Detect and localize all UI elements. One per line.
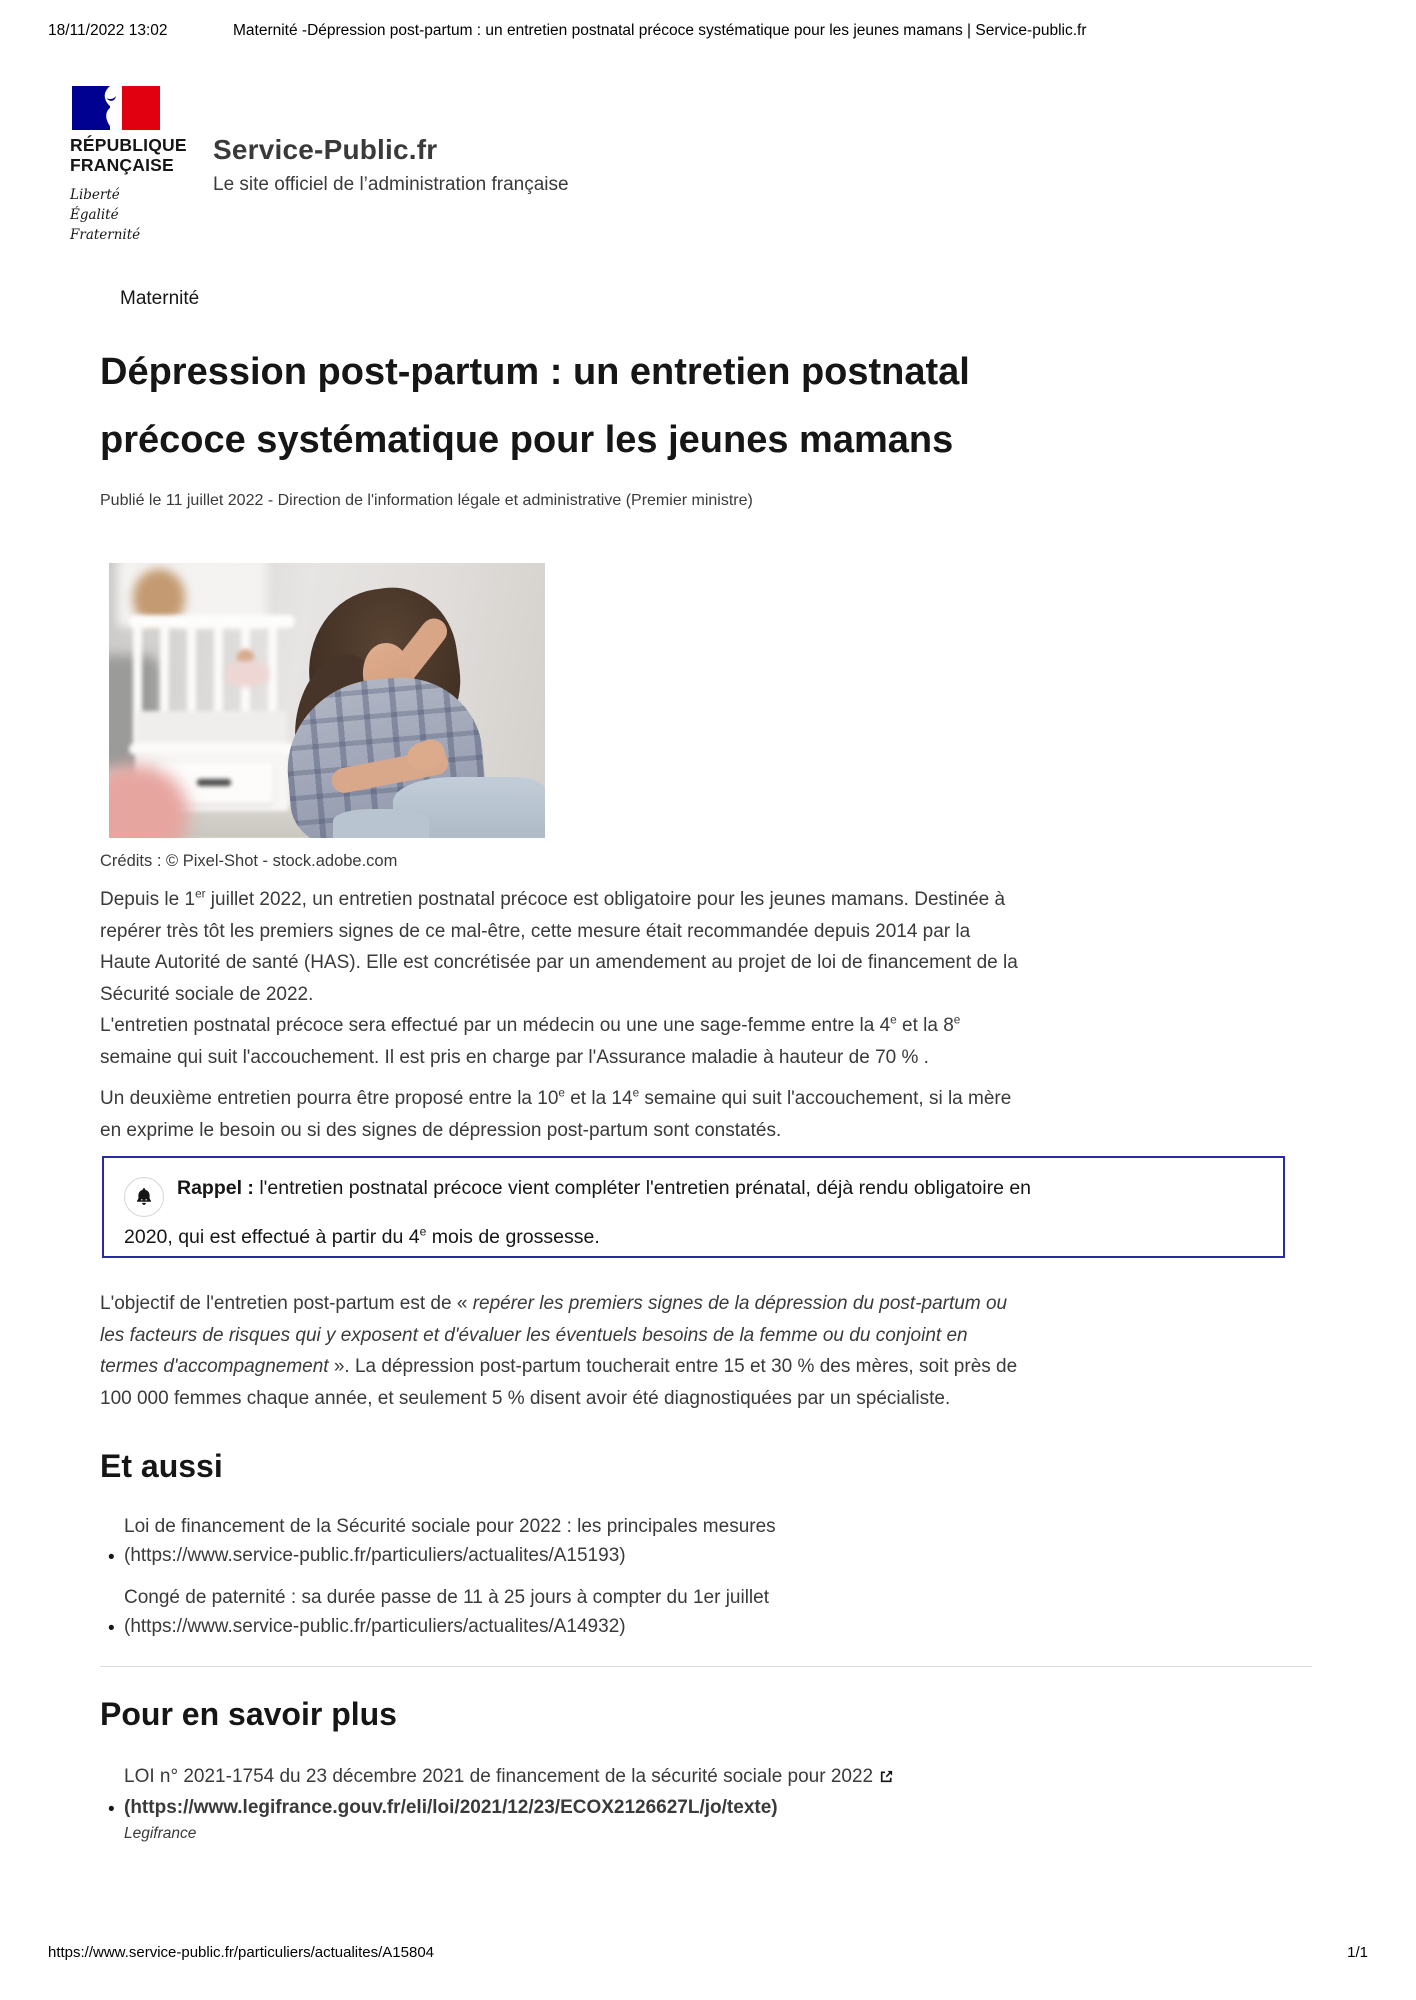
article-photo <box>109 563 545 838</box>
bullet-marker: • <box>108 1547 115 1568</box>
francaise-line: FRANÇAISE <box>70 155 174 175</box>
bell-icon <box>124 1177 164 1217</box>
external-link-title[interactable] <box>124 1762 1206 1793</box>
article-paragraph-2: L'entretien postnatal précoce sera effectué par un médecin ou une une sage-femme entre la 4e et la 8e semaine qui suit l'accouchement. Il est pris en charge par l'Assurance maladie à hauteur de 70 % . <box>100 1013 961 1068</box>
french-flag-icon <box>70 86 162 130</box>
external-link-icon <box>879 1764 894 1793</box>
related-link-url[interactable]: (https://www.service-public.fr/particuliers/actualites/A14932) <box>124 1616 626 1637</box>
site-identity <box>213 134 569 196</box>
rappel-callout <box>102 1156 1285 1258</box>
external-link-url[interactable]: (https://www.legifrance.gouv.fr/eli/loi/2021/12/23/ECOX2126627L/jo/texte) <box>124 1797 778 1818</box>
motto-fraternite: Fraternité <box>70 227 141 243</box>
bullet-marker: • <box>108 1618 115 1639</box>
print-page-number: 1/1 <box>1347 1944 1368 1961</box>
page-title: Dépression post-partum : un entretien postnatal précoce systématique pour les jeunes mamans <box>100 351 970 461</box>
related-link-item[interactable] <box>106 1583 1206 1641</box>
related-link-url[interactable]: (https://www.service-public.fr/particuliers/actualites/A15193) <box>124 1545 626 1566</box>
article-paragraph-4: L'objectif de l'entretien post-partum est de « repérer les premiers signes de la dépression du post-partum ou les facteurs de risques qui y exposent et d'évaluer les éventuels besoins de la femme ou du conjoint en termes d'accompagnement ». La dépression post-partum toucherait entre 15 et 30 % des mères, soit près de 100 000 femmes chaque année, et seulement 5 % disent avoir été diagnostiquées par un spécialiste. <box>100 1293 1018 1409</box>
related-link-item[interactable] <box>106 1512 1206 1570</box>
print-url: https://www.service-public.fr/particuliers/actualites/A15804 <box>48 1944 435 1961</box>
print-doc-title: Maternité -Dépression post-partum : un entretien postnatal précoce systématique pour les jeunes mamans | Service-public.fr <box>233 22 1087 39</box>
related-link-title[interactable]: Loi de financement de la Sécurité sociale pour 2022 : les principales mesures <box>124 1516 776 1537</box>
external-link-label[interactable]: LOI n° 2021-1754 du 23 décembre 2021 de financement de la sécurité sociale pour 2022 <box>124 1766 874 1787</box>
site-name: Service-Public.fr <box>213 134 438 165</box>
article-paragraph-1: Depuis le 1er juillet 2022, un entretien postnatal précoce est obligatoire pour les jeunes mamans. Destinée à repérer très tôt les premiers signes de ce mal-être, cette mesure était recommandée depuis 2014 par la Haute Autorité de santé (HAS). Elle est concrétisée par un amendement au projet de loi de financement de la Sécurité sociale de 2022. <box>100 887 1018 1005</box>
republique-line: RÉPUBLIQUE <box>70 135 187 155</box>
motto-egalite: Égalité <box>70 207 119 223</box>
site-tagline: Le site officiel de l’administration française <box>213 174 569 195</box>
print-datetime: 18/11/2022 13:02 <box>48 22 168 39</box>
article-paragraph-3: Un deuxième entretien pourra être proposé entre la 10e et la 14e semaine qui suit l'accouchement, si la mère en exprime le besoin ou si des signes de dépression post-partum sont constatés. <box>100 1086 1012 1141</box>
publish-info: Publié le 11 juillet 2022 - Direction de l'information légale et administrative (Premier ministre) <box>100 492 753 509</box>
bullet-marker: • <box>108 1799 115 1820</box>
mother-jeans-leg <box>333 809 429 838</box>
external-link-source: Legifrance <box>124 1825 197 1842</box>
external-link-item[interactable] <box>106 1762 1206 1846</box>
breadcrumb-category[interactable]: Maternité <box>120 288 200 309</box>
motto-liberte: Liberté <box>70 187 120 203</box>
rappel-text: Rappel : l'entretien postnatal précoce vient compléter l'entretien prénatal, déjà rendu obligatoire en 2020, qui est effectué à partir du 4e mois de grossesse. <box>124 1177 1032 1248</box>
section-heading-savoir-plus: Pour en savoir plus <box>100 1696 397 1732</box>
photo-credits: Crédits : © Pixel-Shot - stock.adobe.com <box>100 852 398 870</box>
section-divider <box>100 1666 1312 1667</box>
section-heading-et-aussi: Et aussi <box>100 1448 223 1484</box>
site-header <box>70 86 770 246</box>
related-link-title[interactable]: Congé de paternité : sa durée passe de 11 à 25 jours à compter du 1er juillet <box>124 1587 769 1608</box>
